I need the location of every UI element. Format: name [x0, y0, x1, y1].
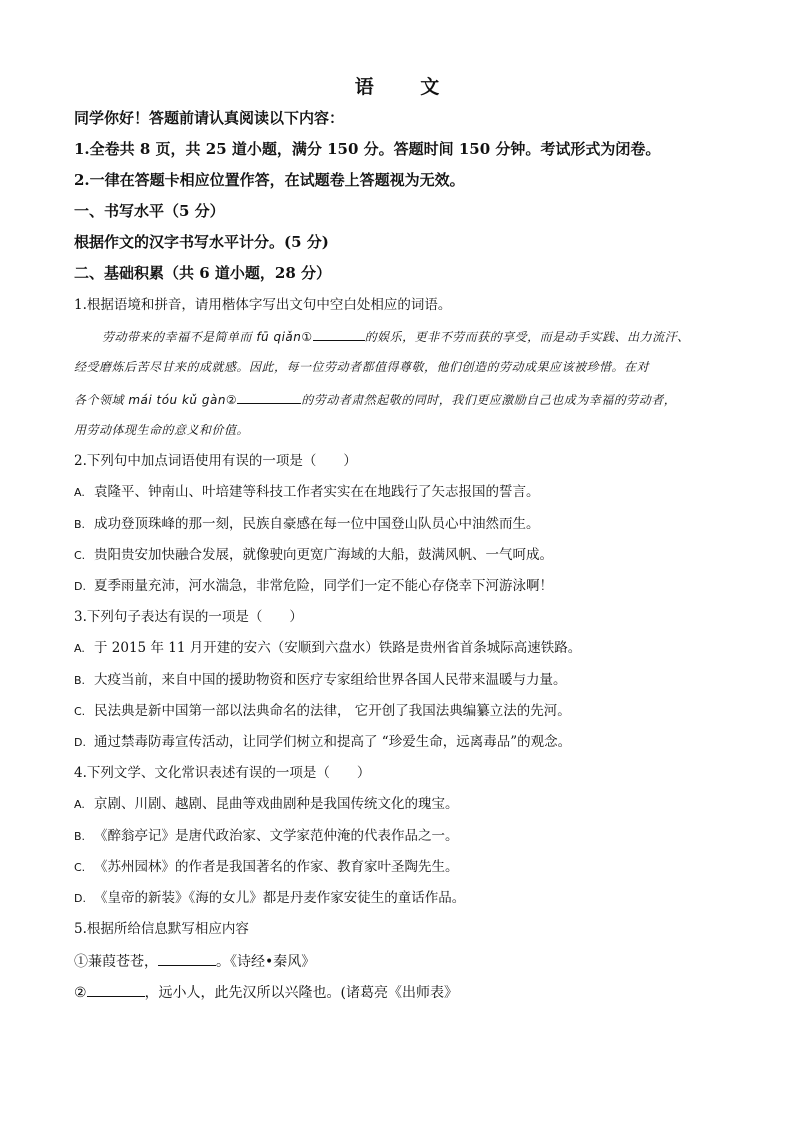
option-text: 通过禁毒防毒宣传活动，让同学们树立和提高了 “珍爱生命，远离毒品”的观念。 [94, 734, 572, 750]
q1-stem: 1.根据语境和拼音，请用楷体字写出文句中空白处相应的词语。 [74, 297, 452, 313]
option-text: 于 2015 年 11 月开建的安六（安顺到六盘水）铁路是贵州省首条城际高速铁路。 [94, 640, 582, 656]
q4-stem: 4.下列文学、文化常识表述有误的一项是（ ） [74, 765, 371, 781]
option-text: 《皇帝的新装》《海的女儿》都是丹麦作家安徒生的童话作品。 [94, 890, 466, 906]
q3-option-a[interactable] [74, 638, 581, 659]
q5-stem: 5.根据所给信息默写相应内容 [74, 921, 249, 937]
q1-passage-line-3 [74, 389, 676, 410]
option-key: C. [74, 861, 86, 874]
option-text: 袁隆平、钟南山、叶培建等科技工作者实实在在地践行了矢志报国的誓言。 [94, 484, 540, 500]
q1-passage-line-2: 经受磨炼后苦尽甘来的成就感。因此，每一位劳动者都值得尊敬，他们创造的劳动成果应该被珍惜。在对 [74, 360, 650, 374]
option-key: B. [74, 518, 86, 531]
q4-option-b[interactable] [74, 826, 459, 847]
option-text: 贵阳贵安加快融合发展，就像驶向更宽广海域的大船，鼓满风帆、一气呵成。 [94, 547, 553, 563]
q5-item-2 [74, 982, 458, 1003]
intro-rule-2: 2.一律在答题卡相应位置作答，在试题卷上答题视为无效。 [74, 171, 465, 189]
q2-option-a[interactable] [74, 482, 540, 503]
option-key: D. [74, 736, 86, 749]
q1-passage-text: 各个领域 mái tóu kǔ gàn② [74, 393, 238, 407]
q5-item-1 [74, 951, 315, 972]
q2-option-c[interactable] [74, 545, 553, 566]
q3-stem: 3.下列句子表达有误的一项是（ ） [74, 609, 303, 625]
q5-item-text: 。《诗经•秦风》 [216, 954, 316, 970]
section-1-text: 根据作文的汉字书写水平计分。(5 分) [74, 233, 329, 251]
option-key: D. [74, 580, 86, 593]
q2-stem: 2.下列句中加点词语使用有误的一项是（ ） [74, 453, 357, 469]
option-text: 京剧、川剧、越剧、昆曲等戏曲剧种是我国传统文化的瑰宝。 [94, 796, 459, 812]
q1-passage-text: 的劳动者肃然起敬的同时，我们更应激励自己也成为幸福的劳动者， [301, 393, 677, 407]
option-key: A. [74, 798, 85, 811]
option-text: 民法典是新中国第一部以法典命名的法律， 它开创了我国法典编纂立法的先河。 [94, 703, 571, 719]
option-text: 《苏州园林》的作者是我国著名的作家、教育家叶圣陶先生。 [94, 859, 459, 875]
q1-passage-text: 劳动带来的幸福不是简单而 fū qiǎn① [102, 330, 313, 344]
answer-blank-4[interactable] [87, 982, 145, 997]
section-1-heading: 一、书写水平（5 分） [74, 202, 225, 220]
option-text: 《醉翁亭记》是唐代政治家、文学家范仲淹的代表作品之一。 [94, 828, 459, 844]
q1-passage-line-4: 用劳动体现生命的意义和价值。 [74, 423, 250, 437]
q5-item-text: ② [74, 985, 87, 1001]
option-key: A. [74, 642, 85, 655]
q1-passage-text: 的娱乐，更非不劳而获的享受，而是动手实践、出力流汗、 [364, 330, 690, 344]
option-key: D. [74, 892, 86, 905]
q4-option-a[interactable] [74, 794, 459, 815]
q4-option-d[interactable] [74, 888, 465, 909]
option-key: B. [74, 674, 86, 687]
intro-rule-1: 1.全卷共 8 页，共 25 道小题，满分 150 分。答题时间 150 分钟。考试形式为闭卷。 [74, 140, 661, 158]
option-text: 成功登顶珠峰的那一刻，民族自豪感在每一位中国登山队员心中油然而生。 [94, 516, 540, 532]
q2-option-b[interactable] [74, 514, 540, 535]
option-text: 夏季雨量充沛，河水湍急，非常危险，同学们一定不能心存侥幸下河游泳啊！ [94, 578, 553, 594]
q4-option-c[interactable] [74, 857, 459, 878]
option-key: A. [74, 486, 85, 499]
q3-option-b[interactable] [74, 670, 567, 691]
q2-option-d[interactable] [74, 576, 553, 597]
q5-item-text: ①蒹葭苍苍， [74, 954, 158, 970]
answer-blank-1[interactable] [313, 326, 365, 341]
option-text: 大疫当前，来自中国的援助物资和医疗专家组给世界各国人民带来温暖与力量。 [94, 672, 567, 688]
answer-blank-3[interactable] [158, 951, 216, 966]
q3-option-d[interactable] [74, 732, 571, 753]
q3-option-c[interactable] [74, 701, 571, 722]
intro-greeting: 同学你好！答题前请认真阅读以下内容： [74, 109, 345, 127]
option-key: C. [74, 549, 86, 562]
option-key: B. [74, 830, 86, 843]
answer-blank-2[interactable] [237, 389, 301, 404]
section-2-heading: 二、基础积累（共 6 道小题，28 分） [74, 264, 331, 282]
option-key: C. [74, 705, 86, 718]
page-title: 语 文 [354, 76, 460, 98]
q1-passage-line-1 [102, 326, 690, 347]
q5-item-text: ，远小人，此先汉所以兴隆也。(诸葛亮《出师表》 [144, 985, 459, 1001]
